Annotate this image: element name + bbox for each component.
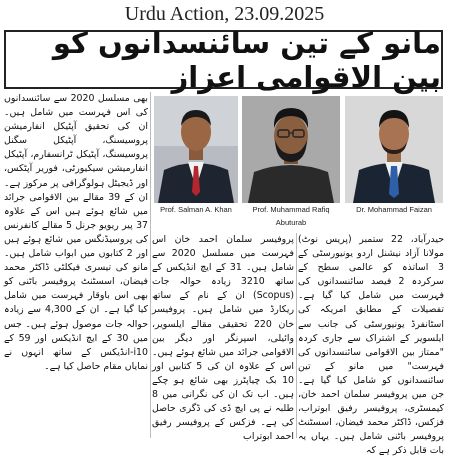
headline: مانو کے تین سائنسدانوں کو بین الاقوامی اعزاز: [52, 25, 441, 94]
column-divider: [150, 92, 151, 438]
photo-salman-khan: [154, 96, 238, 203]
caption-salman-khan: Prof. Salman A. Khan: [160, 205, 232, 214]
masthead: Urdu Action, 23.09.2025: [124, 3, 325, 25]
article-text: حیدرآباد، 22 ستمبر (پریس نوٹ) مولانا آزاد نیشنل اردو یونیورسٹی کے 3 اساتذہ کو عالمی سطح کے سرکردہ 2 فیصد سائنسدانوں کی فہرست میں شامل کیا گیا ہے۔ تفصیلات کے مطابق امریکہ کی اسٹانفرڈ یونیورسٹی کی جانب سے ایلسویر کے اشتراک سے جاری کردہ "ممتاز بین الاقوامی سائنسدانوں کی فہرست" میں مانو کے تین سائنسدانوں کو شامل کیا گیا ہے۔ جن میں پروفیسر سلمان احمد خان، کیمسٹری، پروفیسر رفیق ابوتراب، فزکس، ڈاکٹر محمد فیضان، اسسٹنٹ پروفیسر باٹنی شامل ہیں۔ یہاں یہ بات قابل ذکر ہے کہ: [298, 234, 444, 457]
caption-rafiq-abuturab: Prof. Muhammad Rafiq Abuturab: [252, 205, 330, 227]
article-column-right: [298, 233, 444, 457]
article-text: بھی مسلسل 2020 سے سائنسدانوں کی اس فہرست میں شامل ہیں۔ ان کی تحقیق آپٹیکل انفارمیشن پروسیسنگ، آپٹیکل سگنل پروسیسنگ، آپٹیکل ٹرانسفارم، آپٹیکل انفارمیشن سیکیورٹی، فوریر آپٹکس، اور ڈیجیٹل ہولوگرافی پر مرکوز ہے۔ ان کے 39 مقالے بین الاقوامی جرائد میں شائع ہوئے ہیں اس کے علاوہ 37 پیر ریویو جرنل 5 مقالے کانفرنس کی پروسیڈنگس میں شائع ہوئے ہیں اور 2 کتابوں میں ابواب شامل ہیں۔ مانو کی تیسری فیکلٹی ڈاکٹر محمد فیضان، اسسٹنٹ پروفیسر باٹنی کو بھی اس باوقار فہرست میں شامل کیا گیا ہے۔ ان کے 4,300 سے زیادہ حوالہ جات موصول ہوئے ہیں۔ جس میں 30 کے ایچ انڈیکس اور 59 کے i10-انڈیکس کے ساتھ انہوں نے نمایاں مقام حاصل کیا ہے۔: [4, 93, 149, 372]
article-column-middle: [152, 233, 295, 443]
photo-mohammad-faizan: [345, 96, 443, 203]
article-column-left: [4, 92, 148, 438]
caption-mohammad-faizan: Dr. Mohammad Faizan: [356, 205, 432, 214]
headline-box: [4, 25, 443, 94]
column-divider: [296, 233, 297, 438]
article-text: پروفیسر سلمان احمد خان اس فہرست میں مسلسل 2020 سے شامل ہیں۔ 31 کے ایچ انڈیکس کے ساتھ 3210 زیادہ حوالہ جات (Scopus) ان کے نام کے ساتھ ریکارڈ میں شامل ہیں۔ پروفیسر خان 220 تحقیقی مقالے ایلسویر، وائیلی، اسپرنگر اور دیگر بین الاقوامی جرائد میں شائع ہوئے ہیں۔ اس کے علاوہ ان کی 5 کتابیں اور 10 بک چیاپٹرز بھی شائع ہو چکے ہیں۔ اب تک ان کی نگرانی میں 8 طلبہ نے پی ایچ ڈی کی ڈگری حاصل کی ہے۔ فزکس کے پروفیسر رفیق احمد ابوتراب: [152, 234, 295, 443]
photo-rafiq-abuturab: [242, 96, 340, 203]
